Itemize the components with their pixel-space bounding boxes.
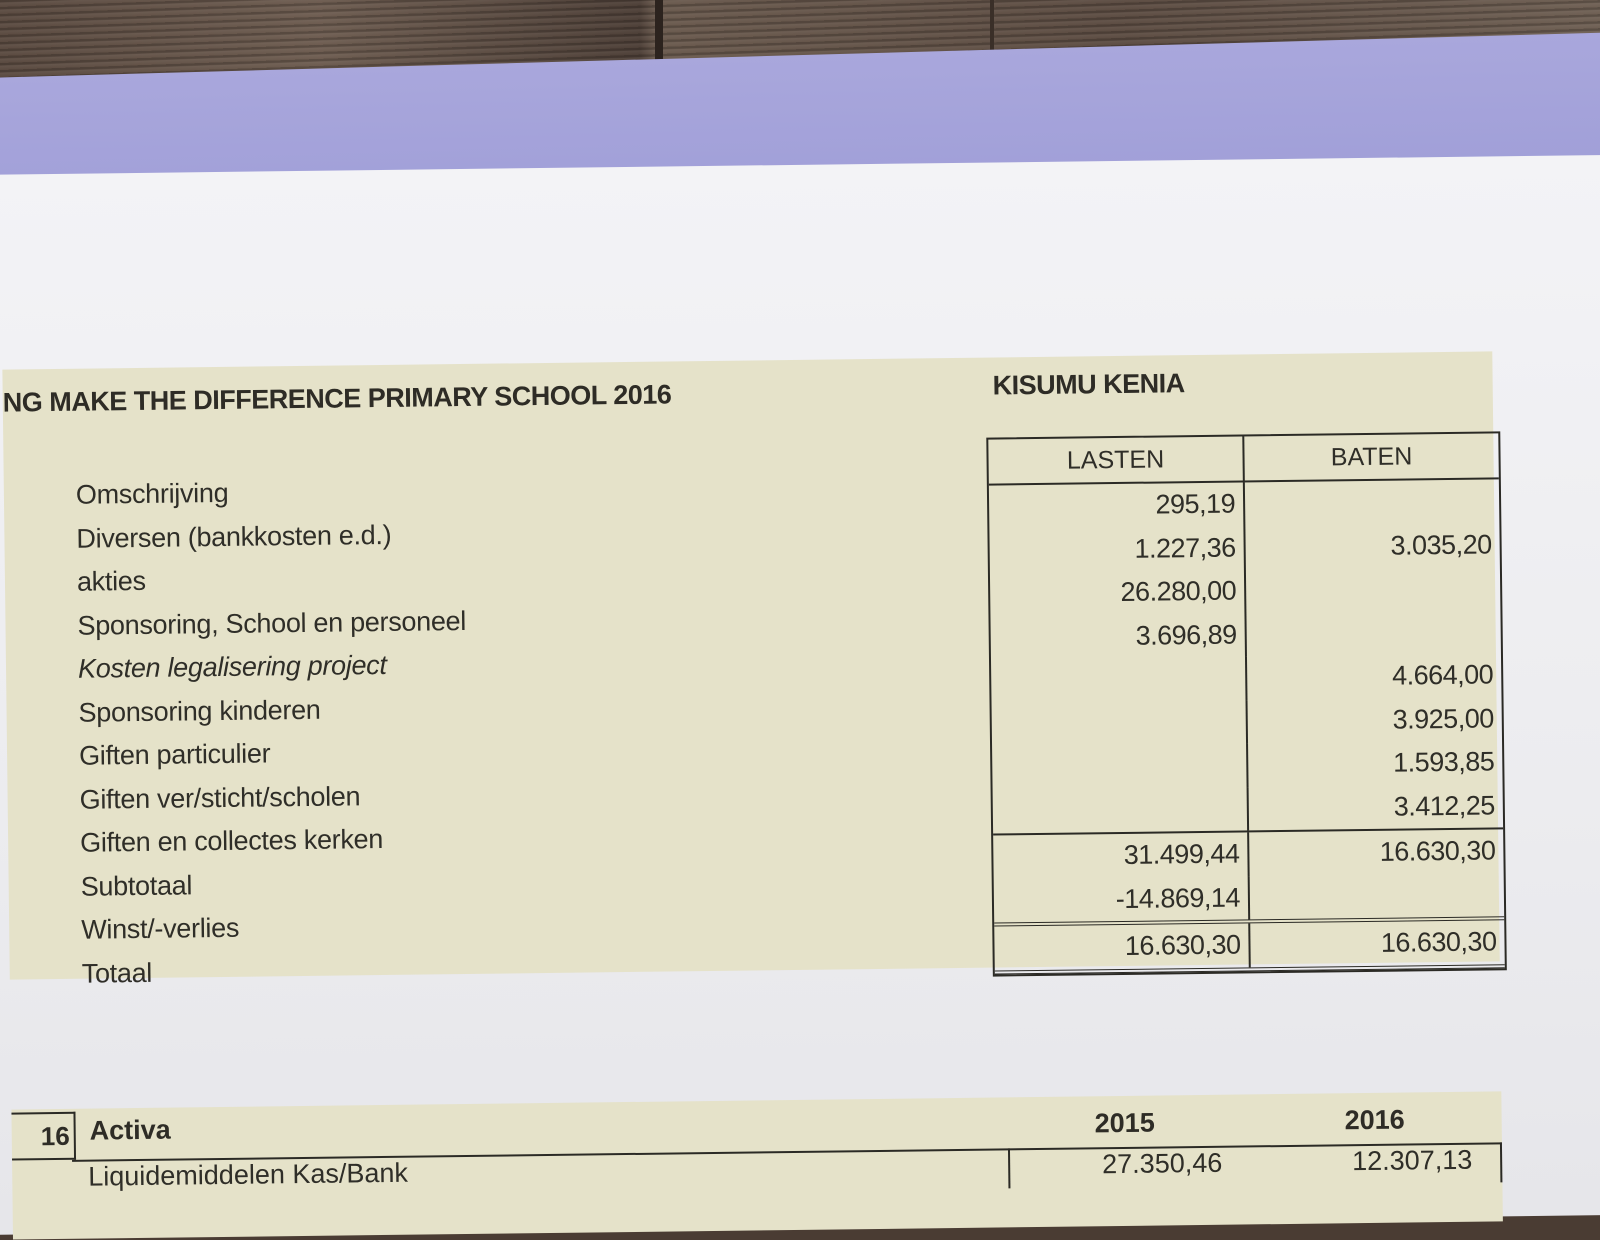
description-column (76, 469, 471, 996)
lasten-cell: 3.696,89 (1135, 619, 1237, 651)
description-header: Omschrijving (75, 477, 229, 510)
lasten-header: LASTEN (1066, 445, 1165, 475)
lasten-cell: 1.227,36 (1134, 532, 1236, 564)
subtotal-label: Subtotaal (80, 869, 193, 902)
ledger-table (986, 431, 1507, 976)
balance-column-divider (1500, 1142, 1502, 1182)
document-content (0, 155, 1600, 1234)
baten-cell (1244, 610, 1501, 657)
baten-cell (1243, 479, 1500, 526)
ledger-row (993, 784, 1503, 834)
ledger-row (992, 740, 1502, 790)
row-label: Sponsoring kinderen (78, 694, 321, 728)
profit-loss-lasten: -14.869,14 (1115, 882, 1241, 914)
baten-cell: 1.593,85 (1246, 740, 1503, 787)
ledger-row (992, 697, 1502, 747)
profit-loss-label: Winst/-verlies (81, 912, 240, 945)
profit-loss-baten (1248, 873, 1505, 920)
balance-row-2015: 27.350,46 (1101, 1147, 1223, 1180)
lasten-cell: 26.280,00 (1120, 575, 1237, 607)
lasten-cell (992, 700, 1247, 747)
total-row (994, 916, 1505, 970)
row-label: Giften ver/sticht/scholen (79, 780, 361, 815)
baten-cell: 3.412,25 (1247, 784, 1504, 831)
row-label: Diversen (bankkosten e.d.) (76, 519, 392, 554)
lasten-cell (993, 787, 1248, 834)
report-location: KISUMU KENIA (992, 368, 1185, 401)
total-lasten: 16.630,30 (1124, 929, 1241, 961)
document-page (0, 154, 1600, 1234)
balance-col-2016: 2016 (1344, 1104, 1405, 1136)
lasten-cell (991, 656, 1246, 703)
balance-row-2016: 12.307,13 (1351, 1144, 1473, 1177)
subtotal-lasten: 31.499,44 (1123, 838, 1240, 870)
total-label: Totaal (81, 957, 153, 989)
ledger-row (989, 523, 1499, 573)
baten-header: BATEN (1242, 433, 1499, 480)
baten-cell: 3.925,00 (1246, 697, 1503, 744)
ledger-row (989, 479, 1499, 529)
report-title: NG MAKE THE DIFFERENCE PRIMARY SCHOOL 2016 (2, 379, 672, 418)
profit-loss-row (994, 873, 1504, 923)
ledger-row (991, 653, 1501, 703)
ledger-row (990, 566, 1500, 616)
lasten-cell: 295,19 (1155, 488, 1236, 520)
baten-cell (1244, 566, 1501, 613)
row-label: Sponsoring, School en personeel (77, 605, 467, 641)
ledger-row (990, 610, 1500, 660)
balance-row-label: Liquidemiddelen Kas/Bank (88, 1157, 409, 1192)
lasten-cell (992, 743, 1247, 790)
balance-year-cell: 16 (11, 1112, 76, 1161)
row-label: Giften particulier (78, 738, 271, 771)
baten-cell: 4.664,00 (1245, 653, 1502, 700)
subtotal-baten: 16.630,30 (1247, 829, 1504, 876)
subtotal-row (993, 827, 1504, 879)
baten-cell: 3.035,20 (1243, 523, 1500, 570)
row-label: akties (76, 565, 146, 597)
balance-col-2015: 2015 (1094, 1107, 1155, 1139)
total-baten: 16.630,30 (1248, 920, 1505, 967)
row-label: Kosten legalisering project (77, 649, 387, 684)
row-label: Giften en collectes kerken (79, 824, 384, 858)
activa-header: Activa (89, 1114, 171, 1146)
ledger-header (988, 433, 1499, 485)
